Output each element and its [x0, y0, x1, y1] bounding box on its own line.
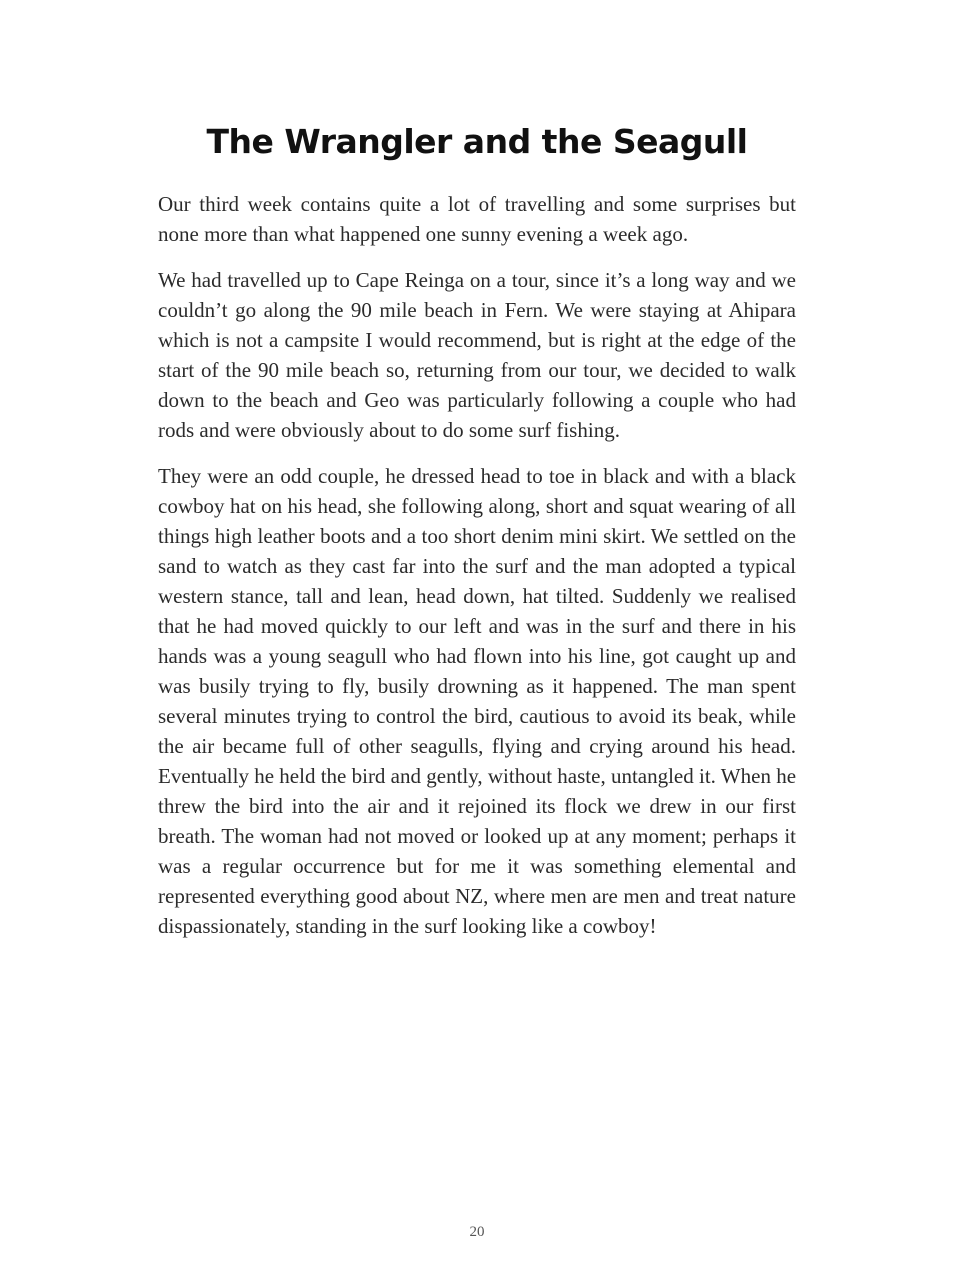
- paragraph-1: Our third week contains quite a lot of travelling and some surprises but none more than what happened one sunny evening a week ago.: [158, 192, 796, 246]
- page-number: 20: [469, 1224, 485, 1240]
- chapter-body: [158, 189, 796, 957]
- chapter-title: The Wrangler and the Seagull: [206, 122, 748, 161]
- paragraph-3: They were an odd couple, he dressed head to toe in black and with a black cowboy hat on his head, she following along, short and squat wearing of all things high leather boots and a too short denim mini skirt. We settled on the sand to watch as they cast far into the surf and the man adopted a typical western stance, tall and lean, head down, hat tilted. Suddenly we realised that he had moved quickly to our left and was in the surf and there in his hands was a young seagull who had flown into his line, got caught up and was busily trying to fly, busily drowning as it happened. The man spent several minutes trying to control the bird, cautious to avoid its beak, while the air became full of other seagulls, flying and crying around his head. Eventually he held the bird and gently, without haste, untangled it. When he threw the bird into the air and it rejoined its flock we drew in our first breath. The woman had not moved or looked up at any moment; perhaps it was a regular occurrence but for me it was something elemental and represented everything good about NZ, where men are men and treat nature dispassionately, standing in the surf looking like a cowboy!: [158, 464, 797, 938]
- paragraph-2: We had travelled up to Cape Reinga on a tour, since it’s a long way and we couldn’t go along the 90 mile beach in Fern. We were staying at Ahipara which is not a campsite I would recommend, but is right at the edge of the start of the 90 mile beach so, returning from our tour, we decided to walk down to the beach and Geo was particularly following a couple who had rods and were obviously about to do some surf fishing.: [158, 268, 796, 442]
